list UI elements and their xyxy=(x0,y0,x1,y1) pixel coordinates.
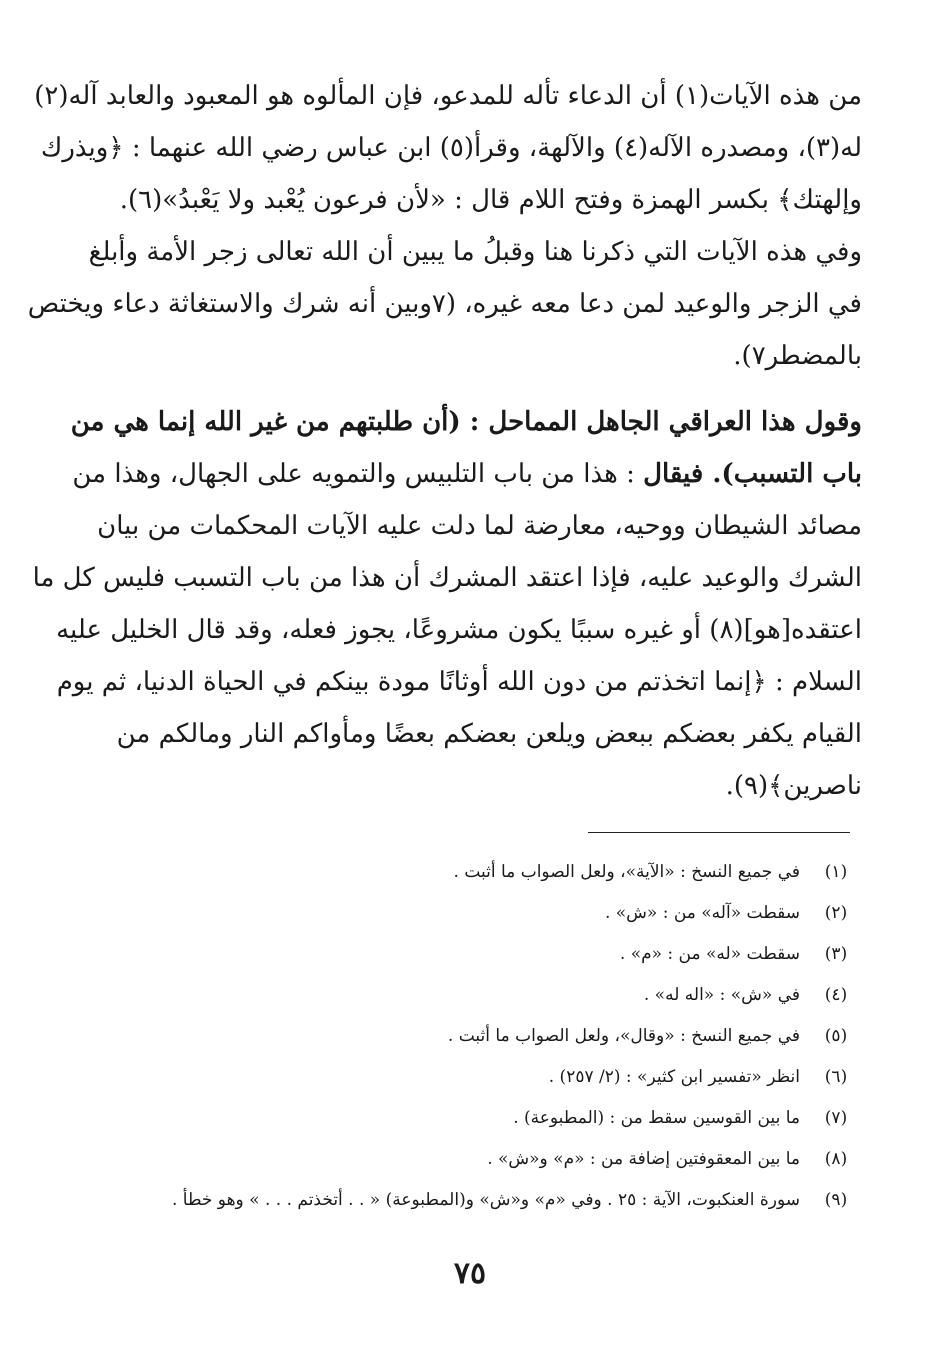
footnote-number: (٩) xyxy=(824,1190,848,1210)
footnote-text: ما بين القوسين سقط من : (المطبوعة) . xyxy=(513,1108,800,1128)
text-line-1: من هذه الآيات(١) أن الدعاء تأله للمدعو، فإن المألوه هو المعبود والعابد آله(٢) xyxy=(34,81,862,111)
text-line-8 xyxy=(72,448,862,500)
footnote-text: سورة العنكبوت، الآية : ٢٥ . وفي «م» و«ش» و(المطبوعة) « . . أتخذتم . . . » وهو خطأ . xyxy=(171,1190,800,1210)
footnote-number: (٢) xyxy=(824,903,848,923)
footnote-9 xyxy=(150,1180,862,1221)
text-line-3: وإلهتك﴾ بكسر الهمزة وفتح اللام قال : «لأن فرعون يُعْبد ولا يَعْبدُ»(٦). xyxy=(119,185,862,215)
footnote-text: سقطت «له» من : «م» . xyxy=(619,944,800,964)
page-number: ٧٥ xyxy=(453,1256,487,1291)
text-line-6: بالمضطر٧). xyxy=(733,341,862,371)
footnote-number: (٦) xyxy=(824,1067,848,1087)
footnote-7 xyxy=(150,1098,862,1139)
text-line-9: مصائد الشيطان ووحيه، معارضة لما دلت عليه الآيات المحكمات من بيان xyxy=(97,511,862,541)
text-line-5: في الزجر والوعيد لمن دعا معه غيره، (٧وبين أنه شرك والاستغاثة دعاء ويختص xyxy=(27,289,862,319)
text-line-13: القيام يكفر بعضكم ببعض ويلعن بعضكم بعضًا ومأواكم النار ومالكم من xyxy=(116,719,862,749)
footnote-3 xyxy=(150,934,862,975)
text-line-14: ناصرين﴾(٩). xyxy=(725,771,862,801)
footnote-1 xyxy=(150,852,862,893)
footnote-number: (١) xyxy=(824,862,848,882)
main-text xyxy=(27,70,862,812)
footnote-8 xyxy=(150,1139,862,1180)
footnote-number: (٣) xyxy=(824,944,848,964)
footnote-4 xyxy=(150,975,862,1016)
footnote-text: ما بين المعقوفتين إضافة من : «م» و«ش» . xyxy=(487,1149,800,1169)
text-line-4: وفي هذه الآيات التي ذكرنا هنا وقبلُ ما يبين أن الله تعالى زجر الأمة وأبلغ xyxy=(88,237,862,267)
text-line-11: اعتقده[هو](٨) أو غيره سببًا يكون مشروعًا، يجوز فعله، وقد قال الخليل عليه xyxy=(56,615,862,645)
text-line-10: الشرك والوعيد عليه، فإذا اعتقد المشرك أن هذا من باب التسبب فليس كل ما xyxy=(32,563,862,593)
footnote-5 xyxy=(150,1016,862,1057)
footnote-text: في جميع النسخ : «الآية»، ولعل الصواب ما أثبت . xyxy=(453,862,800,882)
text-line-7: وقول هذا العراقي الجاهل المماحل : (أن طلبتهم من غير الله إنما هي من xyxy=(70,407,862,437)
footnote-6 xyxy=(150,1057,862,1098)
footnote-text: في «ش» : «اله له» . xyxy=(643,985,800,1005)
footnotes xyxy=(150,852,862,1221)
footnote-2 xyxy=(150,893,862,934)
text-line-12: السلام : ﴿إنما اتخذتم من دون الله أوثانًا مودة بينكم في الحياة الدنيا، ثم يوم xyxy=(56,667,862,697)
footnote-number: (٥) xyxy=(824,1026,848,1046)
footnote-divider xyxy=(588,832,850,833)
footnote-number: (٨) xyxy=(824,1149,848,1169)
footnote-number: (٧) xyxy=(824,1108,848,1128)
footnote-text: انظر «تفسير ابن كثير» : (٢/ ٢٥٧) . xyxy=(548,1067,800,1087)
footnote-text: في جميع النسخ : «وقال»، ولعل الصواب ما أثبت . xyxy=(447,1026,800,1046)
bold-phrase: باب التسبب). فيقال xyxy=(643,459,862,489)
footnote-number: (٤) xyxy=(824,985,848,1005)
line8-rest: : هذا من باب التلبيس والتمويه على الجهال، وهذا من xyxy=(72,459,644,489)
text-line-2: له(٣)، ومصدره الآله(٤) والآلهة، وقرأ(٥) ابن عباس رضي الله عنهما : ﴿ويذرك xyxy=(40,133,862,163)
footnote-text: سقطت «آله» من : «ش» . xyxy=(604,903,800,923)
